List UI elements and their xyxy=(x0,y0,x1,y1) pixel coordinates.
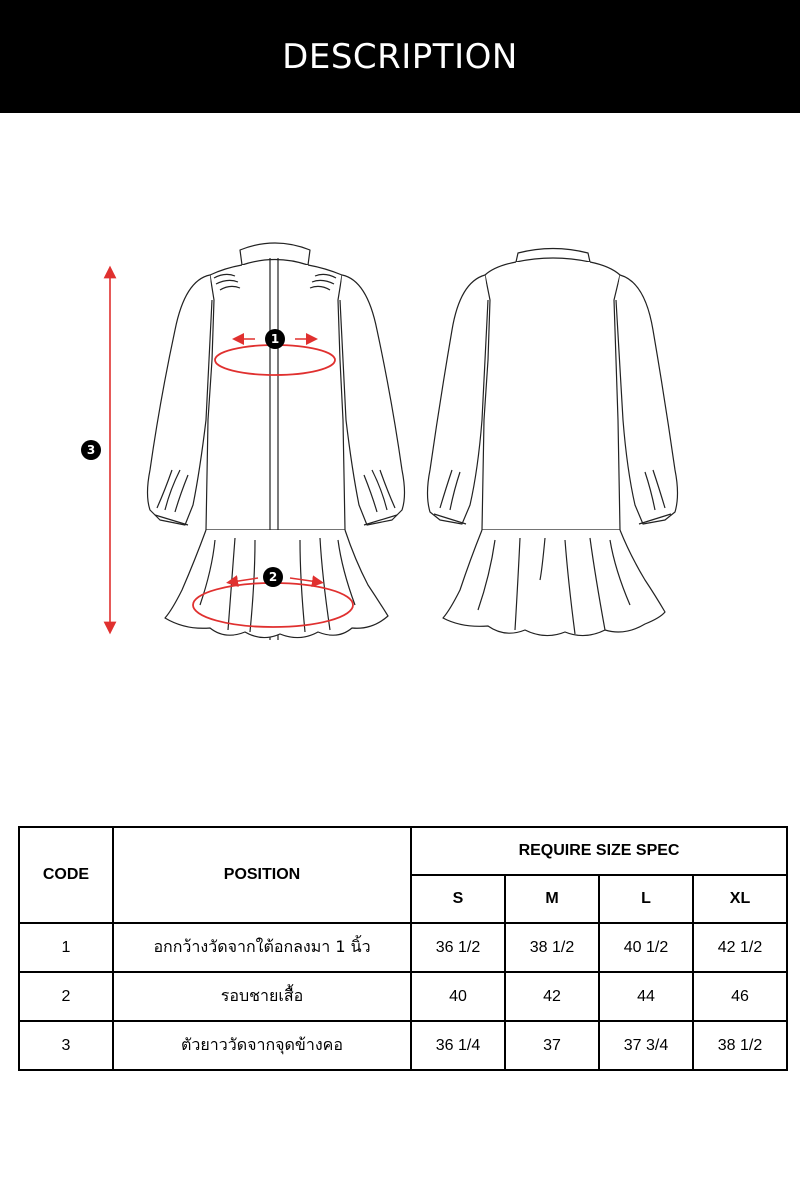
row-position: รอบชายเสื้อ xyxy=(113,972,411,1021)
table-row xyxy=(19,972,787,1021)
table-row xyxy=(19,1021,787,1070)
marker-1: 1 xyxy=(265,329,285,349)
row-value-m: 42 xyxy=(505,972,599,1021)
row-code: 3 xyxy=(19,1021,113,1070)
row-value-xl: 42 1/2 xyxy=(693,923,787,972)
position-header: POSITION xyxy=(113,827,411,923)
row-position: อกกว้างวัดจากใต้อกลงมา 1 นิ้ว xyxy=(113,923,411,972)
row-value-l: 37 3/4 xyxy=(599,1021,693,1070)
marker-3: 3 xyxy=(81,440,101,460)
back-dress-drawing xyxy=(428,249,678,636)
row-value-l: 40 1/2 xyxy=(599,923,693,972)
size-spec-table xyxy=(18,826,788,1071)
size-xl-header: XL xyxy=(693,875,787,923)
row-code: 1 xyxy=(19,923,113,972)
marker-2: 2 xyxy=(263,567,283,587)
row-value-s: 36 1/4 xyxy=(411,1021,505,1070)
row-value-m: 37 xyxy=(505,1021,599,1070)
page-title: DESCRIPTION xyxy=(282,36,518,77)
row-code: 2 xyxy=(19,972,113,1021)
row-position: ตัวยาววัดจากจุดข้างคอ xyxy=(113,1021,411,1070)
garment-illustration xyxy=(0,113,800,713)
header-bar xyxy=(0,0,800,113)
size-m-header: M xyxy=(505,875,599,923)
row-value-xl: 38 1/2 xyxy=(693,1021,787,1070)
row-value-s: 40 xyxy=(411,972,505,1021)
spec-header: REQUIRE SIZE SPEC xyxy=(411,827,787,875)
row-value-l: 44 xyxy=(599,972,693,1021)
row-value-s: 36 1/2 xyxy=(411,923,505,972)
table-row xyxy=(19,923,787,972)
row-value-xl: 46 xyxy=(693,972,787,1021)
size-s-header: S xyxy=(411,875,505,923)
row-value-m: 38 1/2 xyxy=(505,923,599,972)
code-header: CODE xyxy=(19,827,113,923)
size-l-header: L xyxy=(599,875,693,923)
